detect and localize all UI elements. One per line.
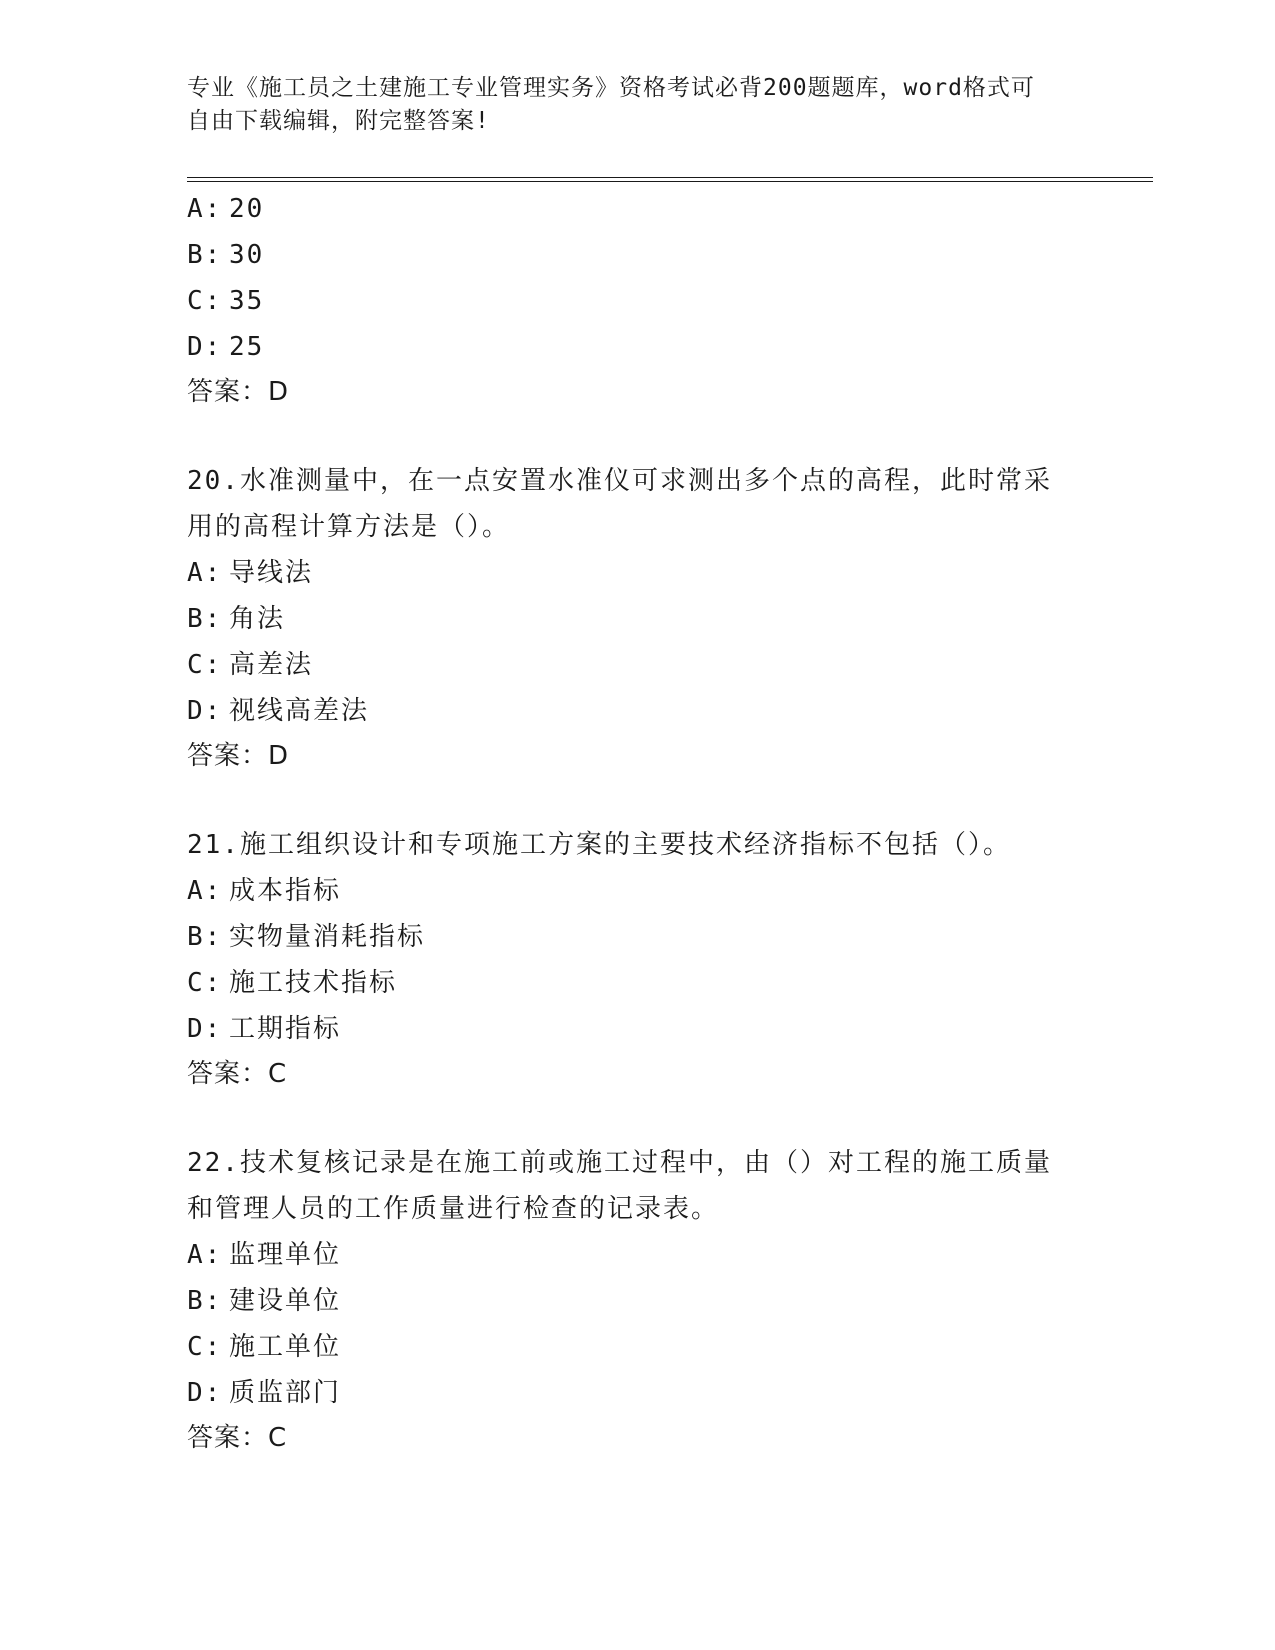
header-title-line-2: 自由下载编辑，附完整答案!: [187, 108, 490, 134]
answer-label: 答案：: [187, 741, 269, 771]
answer: [187, 1416, 1087, 1460]
option-d: [187, 688, 1087, 734]
option-d: [187, 1370, 1087, 1416]
option-text: 实物量消耗指标: [229, 922, 426, 952]
option-letter: C:: [187, 650, 223, 680]
option-letter: C:: [187, 968, 223, 998]
answer-value: D: [268, 377, 290, 407]
option-a: [187, 1232, 1087, 1278]
option-letter: D:: [187, 696, 223, 726]
option-b: [187, 1278, 1087, 1324]
answer: [187, 1052, 1087, 1096]
question-21: [187, 822, 1087, 1096]
question-text-line-1: 22.技术复核记录是在施工前或施工过程中，由（）对工程的施工质量: [187, 1148, 1052, 1178]
option-text: 成本指标: [229, 876, 342, 906]
option-letter: B:: [187, 240, 223, 270]
option-c: [187, 1324, 1087, 1370]
option-letter: B:: [187, 922, 223, 952]
answer-value: C: [268, 1423, 288, 1453]
question-22: [187, 1140, 1087, 1460]
option-text: 施工技术指标: [229, 968, 398, 998]
option-a: [187, 868, 1087, 914]
option-text: 建设单位: [229, 1286, 342, 1316]
option-d: [187, 324, 1087, 370]
option-letter: D:: [187, 1378, 223, 1408]
option-text: 25: [229, 332, 265, 362]
option-text: 35: [229, 286, 265, 316]
option-a: [187, 550, 1087, 596]
option-c: [187, 642, 1087, 688]
option-text: 20: [229, 194, 265, 224]
option-letter: A:: [187, 876, 223, 906]
option-b: [187, 232, 1087, 278]
option-b: [187, 914, 1087, 960]
option-text: 导线法: [229, 558, 314, 588]
option-letter: D:: [187, 332, 223, 362]
question-text-line-2: 和管理人员的工作质量进行检查的记录表。: [187, 1194, 720, 1224]
option-letter: A:: [187, 194, 223, 224]
answer-value: C: [268, 1059, 288, 1089]
answer: [187, 370, 1087, 414]
option-letter: B:: [187, 604, 223, 634]
option-letter: A:: [187, 558, 223, 588]
option-letter: C:: [187, 286, 223, 316]
header-divider: [187, 177, 1153, 182]
option-text: 质监部门: [229, 1378, 342, 1408]
option-text: 工期指标: [229, 1014, 342, 1044]
option-text: 高差法: [229, 650, 314, 680]
question-20: [187, 458, 1087, 778]
question-19-continued: [187, 186, 1087, 414]
option-text: 施工单位: [229, 1332, 342, 1362]
option-letter: D:: [187, 1014, 223, 1044]
option-d: [187, 1006, 1087, 1052]
option-letter: A:: [187, 1240, 223, 1270]
question-text-line-1: 21.施工组织设计和专项施工方案的主要技术经济指标不包括（）。: [187, 830, 1011, 860]
option-text: 角法: [229, 604, 286, 634]
option-a: [187, 186, 1087, 232]
question-text: [187, 822, 1077, 868]
answer: [187, 734, 1087, 778]
document-header: [187, 72, 1087, 138]
option-text: 视线高差法: [229, 696, 370, 726]
question-text-line-2: 用的高程计算方法是（）。: [187, 512, 511, 542]
question-text: [187, 1140, 1077, 1232]
option-b: [187, 596, 1087, 642]
option-text: 监理单位: [229, 1240, 342, 1270]
option-c: [187, 278, 1087, 324]
answer-value: D: [268, 741, 290, 771]
option-letter: B:: [187, 1286, 223, 1316]
question-list: [187, 186, 1087, 1460]
option-text: 30: [229, 240, 265, 270]
option-c: [187, 960, 1087, 1006]
answer-label: 答案：: [187, 1423, 269, 1453]
answer-label: 答案：: [187, 1059, 269, 1089]
question-text-line-1: 20.水准测量中，在一点安置水准仪可求测出多个点的高程，此时常采: [187, 466, 1052, 496]
header-title-line-1: 专业《施工员之土建施工专业管理实务》资格考试必背200题题库，word格式可: [187, 75, 1035, 101]
answer-label: 答案：: [187, 377, 269, 407]
option-letter: C:: [187, 1332, 223, 1362]
question-text: [187, 458, 1077, 550]
